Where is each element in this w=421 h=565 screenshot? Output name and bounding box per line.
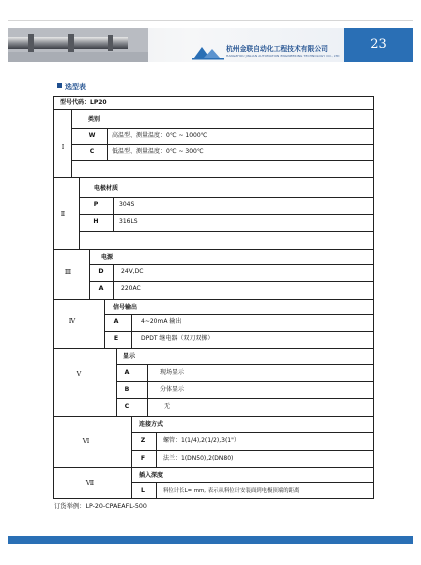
company-name-en: HANGZHOU JINLIAN AUTOMATION ENGINEERING TECHNOLOGY CO., LTD [226,54,340,58]
row-rule [89,264,374,265]
group-3-code-1: D [98,268,104,275]
col-rule [79,177,80,249]
group-4-title: 信号输出 [113,304,138,311]
col-rule [89,249,90,299]
group-6-roman: Ⅵ [82,437,90,445]
group-6-code-1: Z [140,437,146,444]
row-rule [53,348,374,349]
group-4-desc-1: 4~20mA 输出 [141,318,182,325]
group-5-code-1: A [124,369,130,376]
row-rule [79,214,374,215]
row-rule [104,331,374,332]
row-rule [53,467,374,468]
col-rule [71,109,72,177]
row-rule [104,314,374,315]
row-rule [71,144,374,145]
col-rule [156,482,157,499]
row-rule [71,128,374,129]
model-code: 型号代码：LP20 [60,99,107,106]
col-rule [116,348,117,416]
group-1-code-2: C [89,148,95,155]
row-rule [79,197,374,198]
company-logo-icon [192,44,224,60]
group-5-roman: Ⅴ [76,370,82,378]
section-title [57,82,86,92]
group-4-code-2: E [113,335,119,342]
group-1-desc-1: 高温型、测量温度：0℃ ~ 1000℃ [112,132,208,139]
page-number-box [344,28,413,62]
group-3-code-2: A [98,285,104,292]
group-3-desc-2: 220AC [121,285,141,292]
group-3-title: 电源 [101,254,114,261]
group-2-code-1: P [93,201,99,208]
group-5-desc-1: 现场显示 [160,369,185,376]
group-6-title: 连接方式 [139,421,164,428]
group-1-code-1: W [88,132,96,139]
pipe-photo [8,28,148,62]
row-rule [89,281,374,282]
row-rule [53,249,374,250]
group-3-desc-1: 24V,DC [121,268,144,275]
col-rule [104,299,105,348]
group-1-roman: Ⅰ [61,143,65,151]
group-5-desc-3: 无 [164,403,171,410]
group-7-code-1: L [141,487,145,494]
footer-bar [8,536,413,544]
company-name-cn: 杭州金联自动化工程技术有限公司 [226,45,328,53]
group-4-desc-2: DPDT 继电器（双刀双掷） [141,335,214,342]
row-rule [131,482,374,483]
group-5-code-3: C [124,403,130,410]
row-rule [53,109,374,110]
group-2-code-2: H [93,218,99,225]
group-6-desc-1: 螺管：1(1/4),2(1/2),3(1"） [163,437,240,444]
group-7-desc-1: 料位计长L= mm, 表示从料位计安装面到电极顶端的距离 [163,488,300,494]
group-2-roman: Ⅱ [60,210,66,218]
top-rule [8,20,413,21]
group-3-roman: Ⅲ [64,268,72,276]
group-2-desc-1: 304S [119,201,135,208]
section-title-text: 选型表 [65,83,86,91]
group-6-desc-2: 法兰：1(DN50),2(DN80) [163,455,234,462]
row-rule [53,177,374,178]
group-6-code-2: F [140,455,146,462]
group-5-code-2: B [124,386,130,393]
group-7-title: 插入深度 [139,472,164,479]
row-rule [53,299,374,300]
group-4-roman: Ⅳ [68,317,76,325]
row-rule [131,432,374,433]
group-1-title: 类别 [88,116,101,123]
row-rule [116,381,374,382]
col-rule [131,416,132,467]
col-rule [131,467,132,499]
row-rule [116,364,374,365]
row-rule [131,450,374,451]
group-2-desc-2: 316LS [119,218,138,225]
group-2-title: 电极材质 [94,185,119,192]
group-5-title: 显示 [123,353,136,360]
row-rule [53,416,374,417]
row-rule [79,231,374,232]
order-example: 订货举例：LP-20-CPAEAFL-500 [54,503,147,510]
page-number: 23 [370,37,387,52]
group-5-desc-2: 分体显示 [160,386,185,393]
row-rule [71,160,374,161]
group-1-desc-2: 低温型、测量温度：0℃ ~ 300℃ [112,148,204,155]
group-4-code-1: A [113,318,119,325]
col-rule [147,364,148,416]
group-7-roman: Ⅶ [85,479,95,487]
square-bullet-icon [57,83,62,88]
row-rule [116,398,374,399]
